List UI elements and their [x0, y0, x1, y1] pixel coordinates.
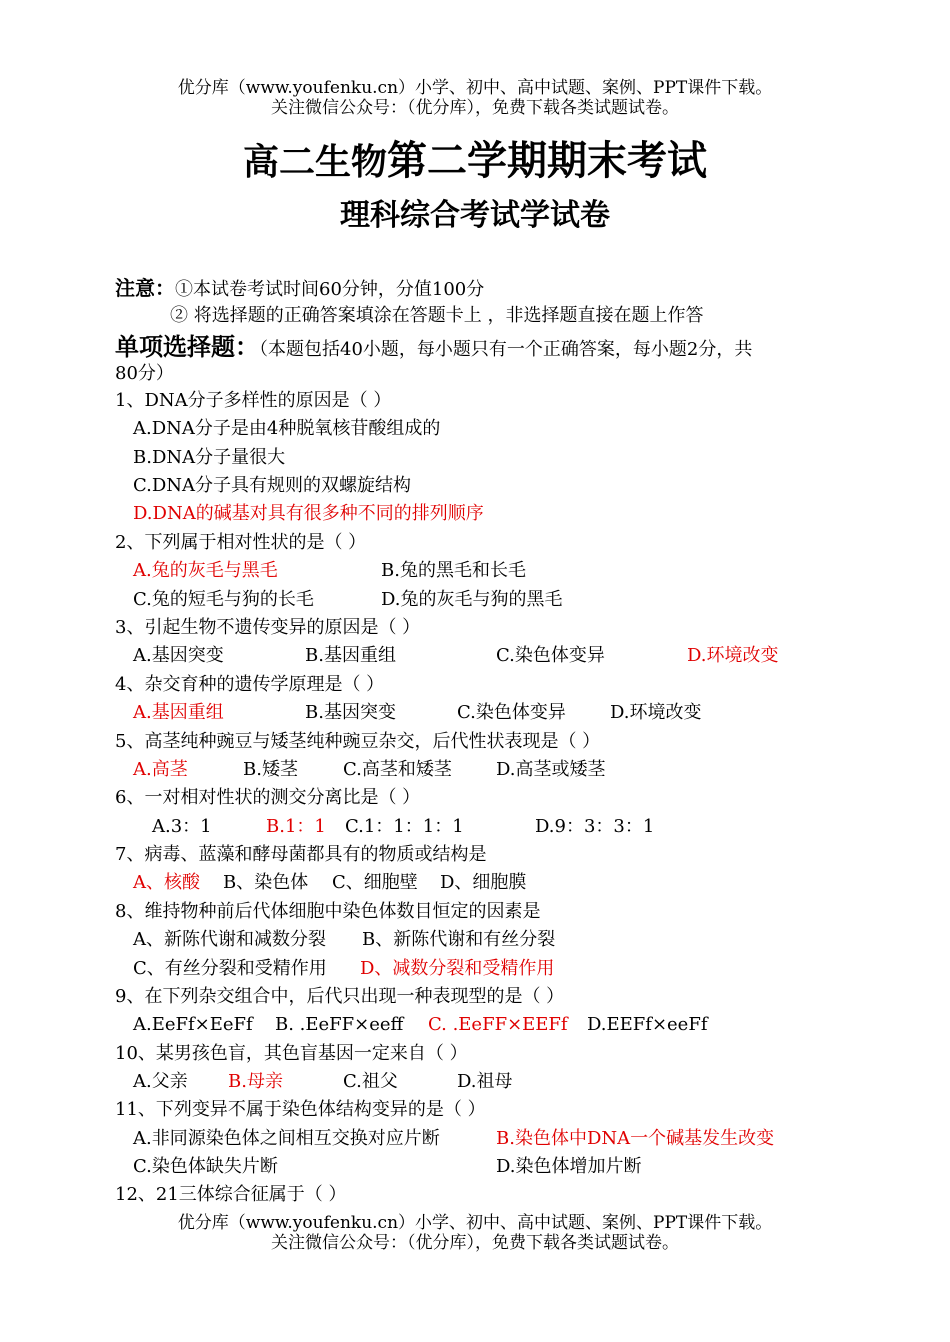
question-4-option-b: B.基因突变	[305, 702, 396, 723]
section-desc-2: 80分）	[115, 363, 174, 384]
question-6-option-b-answer: B.1：1	[266, 816, 326, 837]
question-3-option-c: C.染色体变异	[496, 645, 605, 666]
question-7-option-b: B、染色体	[223, 872, 309, 893]
section-header	[115, 332, 752, 365]
question-8-option-c: C、有丝分裂和受精作用	[133, 958, 327, 979]
question-10-stem: 10、某男孩色盲，其色盲基因一定来自（ ）	[115, 1043, 468, 1064]
question-8-option-a: A、新陈代谢和减数分裂	[133, 929, 326, 950]
question-11-option-c: C.染色体缺失片断	[133, 1156, 278, 1177]
question-10-option-a: A.父亲	[133, 1071, 188, 1092]
question-10-option-c: C.祖父	[343, 1071, 398, 1092]
question-2-option-a-answer: A.兔的灰毛与黑毛	[133, 560, 278, 581]
question-11-option-d: D.染色体增加片断	[496, 1156, 642, 1177]
question-7-option-a-answer: A、核酸	[133, 872, 200, 893]
question-10-option-d: D.祖母	[457, 1071, 513, 1092]
question-6-option-d: D.9：3：3：1	[535, 816, 655, 837]
question-7-option-d: D、细胞膜	[440, 872, 527, 893]
question-3-stem: 3、引起生物不遗传变异的原因是（ ）	[115, 617, 421, 638]
question-11-option-b-answer: B.染色体中DNA一个碱基发生改变	[496, 1128, 775, 1149]
question-9-option-c-answer: C. .EeFF×EEFf	[428, 1014, 568, 1035]
section-desc-1: （本题包括40小题，每小题只有一个正确答案，每小题2分，共	[259, 339, 753, 360]
question-7-option-c: C、细胞壁	[332, 872, 418, 893]
section-title: 单项选择题：	[115, 332, 259, 361]
question-8-stem: 8、维持物种前后代体细胞中染色体数目恒定的因素是	[115, 901, 541, 922]
question-5-option-d: D.高茎或矮茎	[496, 759, 606, 780]
question-1-option-b: B.DNA分子量很大	[133, 447, 286, 468]
question-2-option-c: C.兔的短毛与狗的长毛	[133, 589, 314, 610]
question-3-option-a: A.基因突变	[133, 645, 224, 666]
question-8-option-b: B、新陈代谢和有丝分裂	[362, 929, 556, 950]
question-5-option-a-answer: A.高茎	[133, 759, 188, 780]
title-part-1: 高二生物	[242, 141, 387, 183]
question-6-option-c: C.1：1：1：1	[345, 816, 464, 837]
question-4-option-c: C.染色体变异	[457, 702, 566, 723]
question-5-stem: 5、高茎纯种豌豆与矮茎纯种豌豆杂交，后代性状表现是（ ）	[115, 731, 601, 752]
question-1-option-c: C.DNA分子具有规则的双螺旋结构	[133, 475, 412, 496]
question-9-option-b: B. .EeFF×eeff	[275, 1014, 404, 1035]
question-9-option-a: A.EeFf×EeFf	[133, 1014, 253, 1035]
footer-line-1: 优分库（www.youfenku.cn）小学、初中、高中试题、案例、PPT课件下载。	[177, 1213, 773, 1233]
question-4-option-a-answer: A.基因重组	[133, 702, 224, 723]
question-2-option-d: D.兔的灰毛与狗的黑毛	[381, 589, 563, 610]
question-11-stem: 11、下列变异不属于染色体结构变异的是（ ）	[115, 1099, 486, 1120]
notice-label: 注意：	[115, 276, 175, 300]
question-3-option-b: B.基因重组	[305, 645, 396, 666]
notice-item-2: ② 将选择题的正确答案填涂在答题卡上 ，非选择题直接在题上作答	[170, 305, 704, 326]
question-5-option-b: B.矮茎	[243, 759, 298, 780]
question-11-option-a: A.非同源染色体之间相互交换对应片断	[133, 1128, 440, 1149]
header-line-1: 优分库（www.youfenku.cn）小学、初中、高中试题、案例、PPT课件下载。	[177, 78, 773, 98]
page-title	[0, 138, 950, 185]
question-2-stem: 2、下列属于相对性状的是（ ）	[115, 532, 367, 553]
question-8-option-d-answer: D、减数分裂和受精作用	[360, 958, 555, 979]
question-3-option-d-answer: D.环境改变	[687, 645, 779, 666]
question-1-option-d-answer: D.DNA的碱基对具有很多种不同的排列顺序	[133, 503, 484, 524]
question-9-option-d: D.EEFf×eeFf	[587, 1014, 708, 1035]
question-1-stem: 1、DNA分子多样性的原因是（ ）	[115, 390, 392, 411]
question-12-stem: 12、21三体综合征属于（ ）	[115, 1184, 347, 1205]
question-6-option-a: A.3：1	[152, 816, 212, 837]
question-10-option-b-answer: B.母亲	[228, 1071, 283, 1092]
title-part-2: 第二学期期末考试	[387, 137, 707, 184]
notice-item-1: ①本试卷考试时间60分钟，分值100分	[175, 279, 485, 300]
question-7-stem: 7、病毒、蓝藻和酵母菌都具有的物质或结构是	[115, 844, 487, 865]
question-4-option-d: D.环境改变	[610, 702, 702, 723]
question-5-option-c: C.高茎和矮茎	[343, 759, 452, 780]
question-2-option-b: B.兔的黑毛和长毛	[381, 560, 526, 581]
page-subtitle: 理科综合考试学试卷	[340, 198, 610, 233]
header-line-2: 关注微信公众号：（优分库），免费下载各类试题试卷。	[271, 98, 679, 118]
question-4-stem: 4、杂交育种的遗传学原理是（ ）	[115, 674, 385, 695]
question-9-stem: 9、在下列杂交组合中，后代只出现一种表现型的是（ ）	[115, 986, 565, 1007]
footer-line-2: 关注微信公众号：（优分库），免费下载各类试题试卷。	[271, 1233, 679, 1253]
question-6-stem: 6、一对相对性状的测交分离比是（ ）	[115, 787, 421, 808]
notice-line-1	[115, 276, 484, 302]
question-1-option-a: A.DNA分子是由4种脱氧核苷酸组成的	[133, 418, 441, 439]
